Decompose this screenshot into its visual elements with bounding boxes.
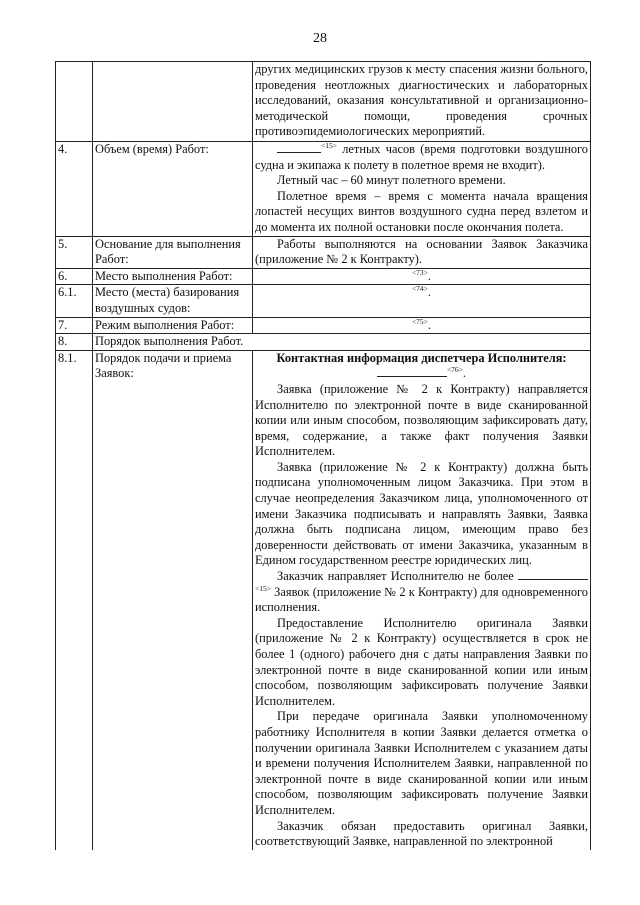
table-row — [56, 350, 591, 850]
request-limit-text: Заказчик направляет Исполнителю не более — [277, 569, 514, 584]
contract-table — [55, 61, 591, 850]
table-row — [56, 236, 591, 268]
row-label: Режим выполнения Работ: — [93, 317, 253, 334]
row-number: 6. — [56, 268, 93, 285]
row-number: 6.1. — [56, 285, 93, 317]
flight-time-definition: Полетное время – время с момента начала вращения лопастей несущих винтов воздушного судна перед взлетом и до момента их полной остановки после окончания полета. — [255, 188, 588, 234]
continuation-text: других медицинских грузов к месту спасения жизни больного, проведения неотложных диагностических и лабораторных исследований, оказания консультативной и организационно-методической помощи, проведения срочных противоэпидемиологических мероприятий. — [255, 62, 588, 139]
table-row — [56, 268, 591, 285]
row-content: Работы выполняются на основании Заявок Заказчика (приложение № 2 к Контракту). — [253, 236, 591, 268]
table-row — [56, 317, 591, 334]
row-number: 4. — [56, 142, 93, 237]
row-number: 8. — [56, 334, 93, 351]
row-content-cell: $^{<75>}$. — [253, 317, 591, 334]
footnote-mark: <74> — [411, 284, 428, 294]
row-label-cell — [93, 62, 253, 142]
request-paragraph-6: Заказчик обязан предоставить оригинал Заявки, соответствующий Заявке, направленной по электронной — [255, 818, 588, 849]
request-paragraph-2: Заявка (приложение № 2 к Контракту) должна быть подписана уполномоченным лицом Заказчика. При этом в случае неопределения Заказчиком лица, уполномоченного от имени Заказчика подписывать и направлять Заявки, Заявка должна быть подписана лицом, имеющим право без доверенности действовать от имени Заказчика, указанным в Едином государственном реестре юридических лиц. — [255, 459, 588, 568]
dispatcher-contact-heading: Контактная информация диспетчера Исполнителя: — [276, 350, 567, 365]
blank-field — [277, 152, 321, 153]
blank-field — [377, 376, 447, 377]
flight-hours-text — [255, 142, 588, 173]
table-row — [56, 142, 591, 237]
request-paragraph-1: Заявка (приложение № 2 к Контракту) направляется Исполнителю по электронной почте в виде сканированной копии или иным способом, позволяющим зафиксировать дату, время, содержание, а также факт получения Заявки Исполнителем. — [255, 381, 588, 459]
request-paragraph-3 — [255, 569, 588, 616]
row-number: 5. — [56, 236, 93, 268]
row-label: Основание для выполнения Работ: — [93, 236, 253, 268]
flight-hours-line: летных часов (время подготовки воздушного судна и экипажа к полету в полетное время не входит). — [255, 142, 588, 172]
footnote-mark: <73> — [411, 268, 428, 277]
row-content-cell — [253, 142, 591, 237]
row-content-cell — [253, 350, 591, 850]
row-content-cell — [253, 62, 591, 142]
table-row — [56, 334, 591, 351]
row-number-cell — [56, 62, 93, 142]
request-limit-text-end: Заявок (приложение № 2 к Контракту) для одновременного исполнения. — [255, 584, 588, 615]
footnote-mark: <15> — [255, 583, 271, 593]
footnote-mark: <75> — [411, 317, 428, 326]
page-number: 28 — [313, 31, 327, 46]
row-label: Место выполнения Работ: — [93, 268, 253, 285]
request-paragraph-5: При передаче оригинала Заявки уполномоченному работнику Исполнителя в копии Заявки делается отметка о получении оригинала Заявки Исполнителем с указанием даты и времени получения Исполнителем Заявки, направленной по электронной почте в виде сканированной копии или иным способом, позволяющим зафиксировать получение Заявки Исполнителем. — [255, 709, 588, 817]
dispatcher-contact-field: $^{<76>}$. — [255, 366, 588, 382]
row-number: 8.1. — [56, 350, 93, 850]
row-number: 7. — [56, 317, 93, 334]
row-label: Порядок выполнения Работ. — [93, 334, 591, 351]
row-content-cell: $^{<73>}$. — [253, 268, 591, 285]
row-content-cell: $^{<74>}$. — [253, 285, 591, 317]
footnote-mark: <15> — [321, 141, 337, 150]
flight-hour-definition: Летный час – 60 минут полетного времени. — [277, 173, 506, 188]
table-row — [56, 285, 591, 317]
row-label: Объем (время) Работ: — [93, 142, 253, 237]
request-paragraph-4: Предоставление Исполнителю оригинала Заявки (приложение № 2 к Контракту) осуществляется в срок не более 1 (одного) рабочего дня с даты направления Заявки по электронной почте в виде сканированной копии или иным способом, позволяющим зафиксировать получение Заявки Исполнителем. — [255, 615, 588, 708]
row-label: Порядок подачи и приема Заявок: — [93, 350, 253, 850]
footnote-mark: <76> — [446, 365, 463, 375]
blank-field — [518, 579, 588, 580]
row-label: Место (места) базирования воздушных судов: — [93, 285, 253, 317]
table-row — [56, 62, 591, 142]
